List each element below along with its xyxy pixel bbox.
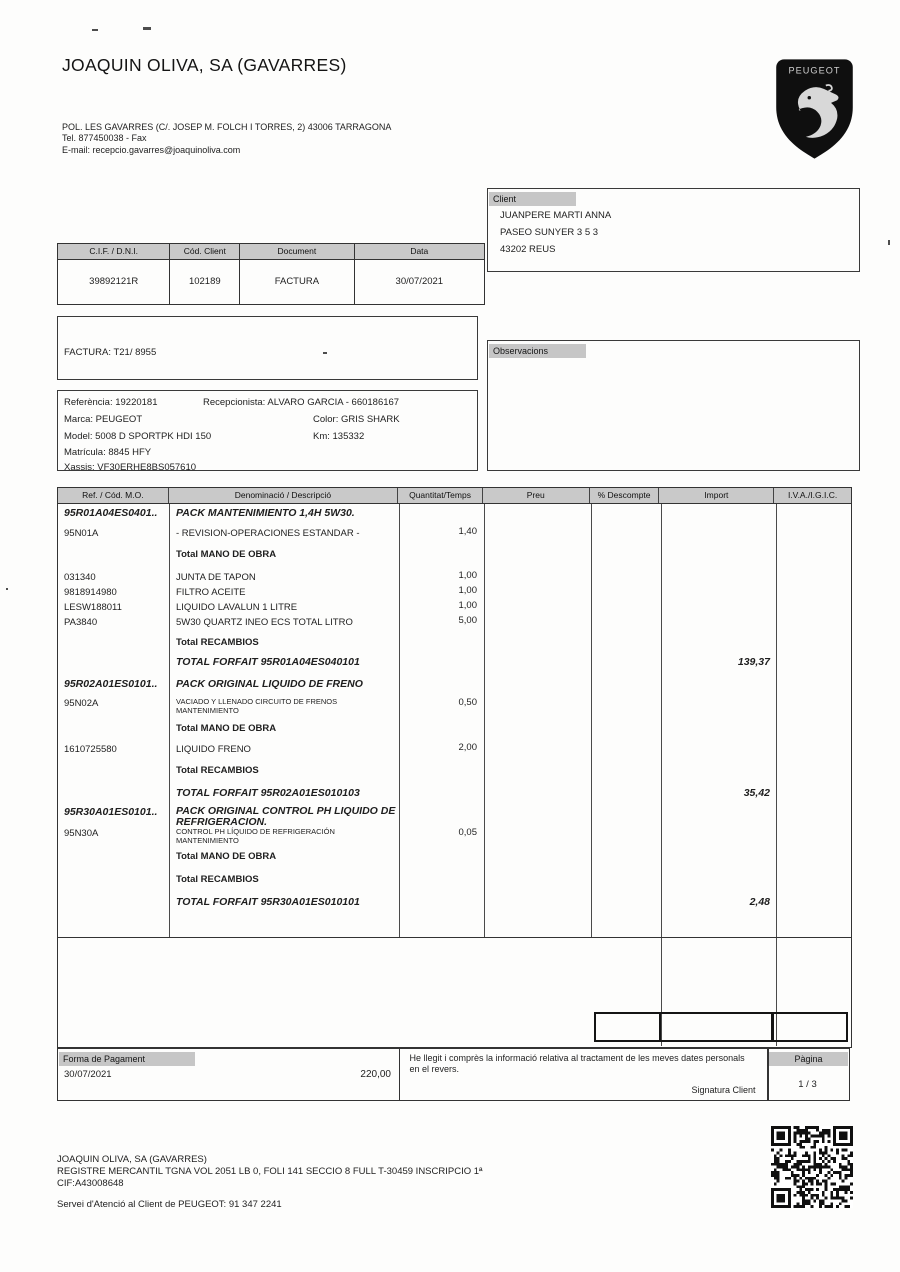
items-table-body bbox=[58, 504, 851, 938]
bottom-service: Servei d'Atenció al Client de PEUGEOT: 91 347 2241 bbox=[57, 1199, 282, 1210]
item-ref: LESW188011 bbox=[64, 602, 122, 613]
total-box-empty bbox=[594, 1012, 661, 1042]
item-desc-line1: CONTROL PH LÍQUIDO DE REFRIGERACIÓN bbox=[176, 827, 335, 836]
item-ref: 95N30A bbox=[64, 828, 99, 839]
id-header-document: Document bbox=[240, 244, 354, 259]
item-qty: 1,40 bbox=[458, 526, 477, 537]
totals-zone bbox=[58, 938, 851, 1046]
client-label: Client bbox=[489, 192, 576, 206]
company-address: POL. LES GAVARRES (C/. JOSEP M. FOLCH I TORRES, 2) 43006 TARRAGONA bbox=[62, 122, 392, 132]
table-row bbox=[58, 765, 851, 780]
table-row bbox=[58, 637, 851, 652]
item-desc: Total RECAMBIOS bbox=[176, 765, 259, 776]
id-header-cif: C.I.F. / D.N.I. bbox=[58, 244, 170, 259]
item-desc: TOTAL FORFAIT 95R01A04ES040101 bbox=[176, 656, 360, 668]
item-desc: Total MANO DE OBRA bbox=[176, 851, 277, 862]
client-name: JUANPERE MARTI ANNA bbox=[500, 210, 612, 221]
col-header-import: Import bbox=[659, 488, 774, 503]
footer-strip bbox=[57, 1048, 852, 1101]
item-qty: 5,00 bbox=[458, 615, 477, 626]
logo-wordmark: PEUGEOT bbox=[788, 65, 841, 76]
items-table bbox=[57, 487, 852, 1048]
table-row bbox=[58, 806, 851, 828]
data-value: 30/07/2021 bbox=[395, 276, 444, 287]
table-row bbox=[58, 678, 851, 693]
scan-artifact bbox=[888, 240, 890, 245]
item-desc: Total MANO DE OBRA bbox=[176, 549, 277, 560]
table-row bbox=[58, 874, 851, 889]
peugeot-shield-icon bbox=[771, 56, 858, 162]
items-table-header bbox=[58, 488, 851, 504]
client-address: PASEO SUNYER 3 5 3 bbox=[500, 227, 599, 238]
col-header-denominacio: Denominació / Descripció bbox=[169, 488, 398, 503]
table-row bbox=[58, 896, 851, 911]
vehicle-reference: Referència: 19220181 bbox=[64, 397, 158, 408]
item-desc: LIQUIDO LAVALUN 1 LITRE bbox=[176, 602, 298, 613]
observations-box bbox=[487, 340, 860, 471]
observations-label: Observacions bbox=[489, 344, 586, 358]
vehicle-km: Km: 135332 bbox=[313, 431, 365, 442]
item-desc: TOTAL FORFAIT 95R30A01ES010101 bbox=[176, 896, 360, 908]
item-desc bbox=[176, 806, 398, 828]
item-ref: PA3840 bbox=[64, 617, 98, 628]
qr-code bbox=[771, 1126, 853, 1208]
item-desc: Total RECAMBIOS bbox=[176, 874, 259, 885]
scan-artifact bbox=[92, 29, 98, 31]
item-desc: - REVISION-OPERACIONES ESTANDAR - bbox=[176, 528, 360, 539]
company-name: JOAQUIN OLIVA, SA (GAVARRES) bbox=[62, 55, 347, 75]
item-desc: JUNTA DE TAPON bbox=[176, 572, 256, 583]
table-row bbox=[58, 507, 851, 522]
item-desc: FILTRO ACEITE bbox=[176, 587, 246, 598]
item-desc-line2: MANTENIMIENTO bbox=[176, 835, 239, 845]
item-desc-line2: REFRIGERACION. bbox=[176, 816, 268, 828]
company-email: E-mail: recepcio.gavarres@joaquinoliva.com bbox=[62, 145, 241, 155]
item-qty: 0,50 bbox=[458, 697, 477, 708]
bottom-cif: CIF:A43008648 bbox=[57, 1178, 124, 1189]
scan-artifact bbox=[143, 27, 151, 30]
client-box bbox=[487, 188, 860, 272]
item-desc: LIQUIDO FRENO bbox=[176, 744, 251, 755]
col-header-quantitat: Quantitat/Temps bbox=[398, 488, 483, 503]
payment-box bbox=[57, 1048, 400, 1101]
scan-artifact bbox=[6, 588, 8, 590]
item-desc bbox=[176, 828, 398, 845]
page-number: 1 / 3 bbox=[798, 1079, 817, 1090]
col-header-descompte: % Descompte bbox=[590, 488, 660, 503]
table-row bbox=[58, 617, 851, 632]
table-row bbox=[58, 723, 851, 738]
invoice-number-box bbox=[57, 316, 478, 380]
column-divider bbox=[484, 504, 485, 937]
column-divider bbox=[169, 504, 170, 937]
table-row bbox=[58, 549, 851, 564]
item-qty: 2,00 bbox=[458, 742, 477, 753]
item-qty: 0,05 bbox=[458, 827, 477, 838]
item-desc: Total RECAMBIOS bbox=[176, 637, 259, 648]
item-import: 35,42 bbox=[743, 787, 770, 799]
table-row bbox=[58, 744, 851, 759]
invoice-number: FACTURA: T21/ 8955 bbox=[64, 347, 157, 358]
table-row bbox=[58, 656, 851, 671]
vehicle-color: Color: GRIS SHARK bbox=[313, 414, 400, 425]
column-divider bbox=[399, 504, 400, 937]
item-desc: Total MANO DE OBRA bbox=[176, 723, 277, 734]
privacy-text: He llegit i comprès la informació relativa al tractament de les meves dates personals en el revers. bbox=[409, 1053, 745, 1074]
item-desc bbox=[176, 698, 398, 715]
item-ref: 95R30A01ES0101.. bbox=[64, 806, 158, 818]
item-desc-line1: VACIADO Y LLENADO CIRCUITO DE FRENOS bbox=[176, 697, 338, 706]
table-row bbox=[58, 828, 851, 848]
column-divider bbox=[661, 504, 662, 937]
id-table-header bbox=[58, 244, 484, 260]
total-box-empty bbox=[771, 1012, 848, 1042]
item-desc: 5W30 QUARTZ INEO ECS TOTAL LITRO bbox=[176, 617, 353, 628]
peugeot-logo bbox=[771, 56, 858, 162]
privacy-box bbox=[399, 1048, 769, 1101]
total-box-empty bbox=[659, 1012, 774, 1042]
signature-label: Signatura Client bbox=[691, 1085, 756, 1095]
item-ref: 95N01A bbox=[64, 528, 99, 539]
document-value: FACTURA bbox=[240, 260, 354, 304]
item-ref: 95R02A01ES0101.. bbox=[64, 678, 158, 690]
vehicle-model: Model: 5008 D SPORTPK HDI 150 bbox=[64, 431, 212, 442]
vehicle-receptionist: Recepcionista: ALVARO GARCIA - 660186167 bbox=[203, 397, 400, 408]
page-box bbox=[767, 1048, 850, 1101]
cod-client-value: 102189 bbox=[170, 260, 240, 304]
item-ref: 95R01A04ES0401.. bbox=[64, 507, 158, 519]
id-table-values bbox=[58, 260, 484, 304]
page-label: Pàgina bbox=[769, 1052, 848, 1066]
item-desc-line1: PACK ORIGINAL CONTROL PH LIQUIDO DE bbox=[176, 805, 396, 817]
client-city: 43202 REUS bbox=[500, 244, 556, 255]
item-ref: 031340 bbox=[64, 572, 96, 583]
col-header-preu: Preu bbox=[483, 488, 590, 503]
item-desc: TOTAL FORFAIT 95R02A01ES010103 bbox=[176, 787, 360, 799]
item-import: 2,48 bbox=[749, 896, 770, 908]
item-desc: PACK MANTENIMIENTO 1,4H 5W30. bbox=[176, 507, 355, 519]
id-header-data: Data bbox=[410, 246, 429, 256]
item-desc: PACK ORIGINAL LIQUIDO DE FRENO bbox=[176, 678, 363, 690]
qr-code-icon bbox=[771, 1126, 853, 1208]
company-phone: Tel. 877450038 - Fax bbox=[62, 133, 147, 143]
vehicle-plate: Matrícula: 8845 HFY bbox=[64, 447, 152, 458]
table-row bbox=[58, 528, 851, 543]
item-qty: 1,00 bbox=[458, 570, 477, 581]
bottom-registry: REGISTRE MERCANTIL TGNA VOL 2051 LB 0, FOLI 141 SECCIO 8 FULL T-30459 INSCRIPCIO 1ª bbox=[57, 1166, 483, 1177]
cif-value: 39892121R bbox=[58, 260, 170, 304]
bottom-company: JOAQUIN OLIVA, SA (GAVARRES) bbox=[57, 1154, 207, 1165]
column-divider bbox=[776, 504, 777, 937]
payment-amount: 220,00 bbox=[360, 1069, 391, 1080]
item-desc-line2: MANTENIMIENTO bbox=[176, 705, 239, 715]
id-header-cod-client: Cód. Client bbox=[170, 244, 240, 259]
table-row bbox=[58, 787, 851, 802]
table-row bbox=[58, 851, 851, 866]
table-row bbox=[58, 698, 851, 718]
col-header-ref: Ref. / Cód. M.O. bbox=[58, 488, 169, 503]
totals-boxes bbox=[594, 1012, 848, 1042]
payment-date: 30/07/2021 bbox=[64, 1069, 112, 1080]
vehicle-info-box bbox=[57, 390, 478, 471]
item-import: 139,37 bbox=[737, 656, 770, 668]
col-header-iva: I.V.A./I.G.I.C. bbox=[787, 490, 838, 500]
item-qty: 1,00 bbox=[458, 600, 477, 611]
column-divider bbox=[591, 504, 592, 937]
item-ref: 1610725580 bbox=[64, 744, 117, 755]
item-ref: 95N02A bbox=[64, 698, 99, 709]
vehicle-chassis: Xassis: VF30ERHE8BS057610 bbox=[64, 462, 197, 473]
payment-label: Forma de Pagament bbox=[59, 1052, 195, 1066]
item-ref: 9818914980 bbox=[64, 587, 117, 598]
vehicle-brand: Marca: PEUGEOT bbox=[64, 414, 143, 425]
item-qty: 1,00 bbox=[458, 585, 477, 596]
document-id-table bbox=[57, 243, 485, 305]
